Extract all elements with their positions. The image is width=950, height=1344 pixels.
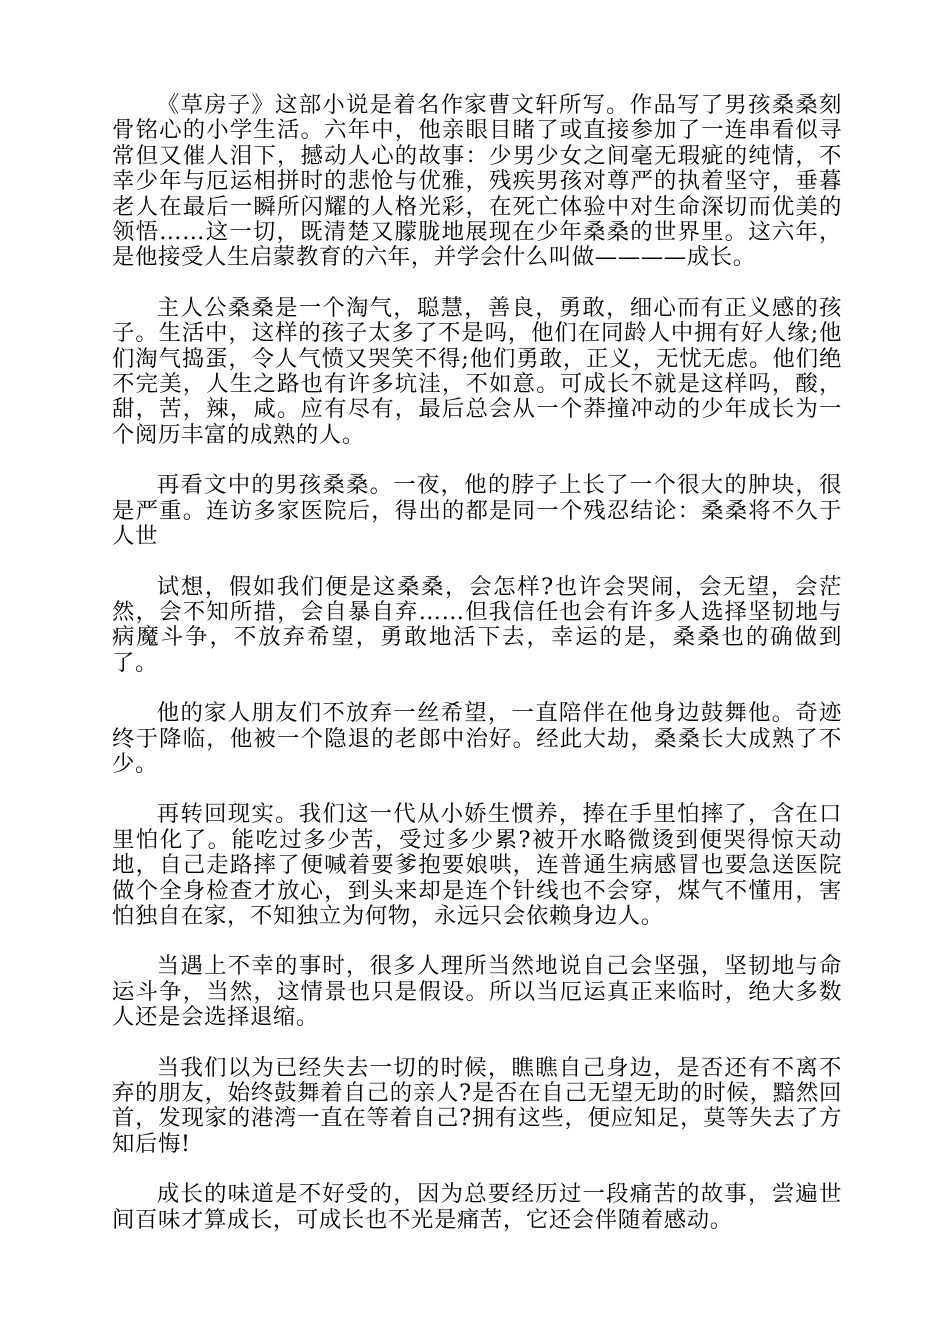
paragraph-2: 主人公桑桑是一个淘气，聪慧，善良，勇敢，细心而有正义感的孩子。生活中，这样的孩子太多了不是吗，他们在同龄人中拥有好人缘;他们淘气捣蛋，令人气愤又哭笑不得;他们勇敢，正义，无忧无虑。他们绝不完美，人生之路也有许多坑洼，不如意。可成长不就是这样吗，酸，甜，苦，辣，咸。应有尽有，最后总会从一个莽撞冲动的少年成长为一个阅历丰富的成熟的人。 bbox=[112, 294, 842, 448]
paragraph-3: 再看文中的男孩桑桑。一夜，他的脖子上长了一个很大的肿块，很是严重。连访多家医院后，得出的都是同一个残忍结论：桑桑将不久于人世 bbox=[112, 472, 842, 550]
paragraph-9: 成长的味道是不好受的，因为总要经历过一段痛苦的故事，尝遍世间百味才算成长，可成长也不光是痛苦，它还会伴随着感动。 bbox=[112, 1181, 842, 1233]
paragraph-4: 试想，假如我们便是这桑桑，会怎样?也许会哭闹，会无望，会茫然，会不知所措，会自暴自弃……但我信任也会有许多人选择坚韧地与病魔斗争，不放弃希望，勇敢地活下去，幸运的是，桑桑也的确做到了。 bbox=[112, 573, 842, 676]
paragraph-5: 他的家人朋友们不放弃一丝希望，一直陪伴在他身边鼓舞他。奇迹终于降临，他被一个隐退的老郎中治好。经此大劫，桑桑长大成熟了不少。 bbox=[112, 700, 842, 777]
paragraph-1: 《草房子》这部小说是着名作家曹文轩所写。作品写了男孩桑桑刻骨铭心的小学生活。六年中，他亲眼目睹了或直接参加了一连串看似寻常但又催人泪下，撼动人心的故事：少男少女之间毫无瑕疵的纯情，不幸少年与厄运相拼时的悲怆与优雅，残疾男孩对尊严的执着坚守，垂暮老人在最后一瞬所闪耀的人格光彩，在死亡体验中对生命深切而优美的领悟……这一切，既清楚又朦胧地展现在少年桑桑的世界里。这六年，是他接受人生启蒙教育的六年，并学会什么叫做————成长。 bbox=[112, 92, 842, 271]
document-body bbox=[112, 93, 842, 1258]
paragraph-6: 再转回现实。我们这一代从小娇生惯养，捧在手里怕摔了，含在口里怕化了。能吃过多少苦，受过多少累?被开水略微烫到便哭得惊天动地，自己走路摔了便喊着要爹抱要娘哄，连普通生病感冒也要急送医院做个全身检查才放心，到头来却是连个针线也不会穿，煤气不懂用，害怕独自在家，不知独立为何物，永远只会依赖身边人。 bbox=[112, 801, 842, 929]
paragraph-8: 当我们以为已经失去一切的时候，瞧瞧自己身边，是否还有不离不弃的朋友，始终鼓舞着自己的亲人?是否在自己无望无助的时候，黯然回首，发现家的港湾一直在等着自己?拥有这些，便应知足，莫等失去了方知后悔! bbox=[112, 1054, 842, 1157]
paragraph-7: 当遇上不幸的事时，很多人理所当然地说自己会坚强，坚韧地与命运斗争，当然，这情景也只是假设。所以当厄运真正来临时，绝大多数人还是会选择退缩。 bbox=[112, 953, 842, 1031]
